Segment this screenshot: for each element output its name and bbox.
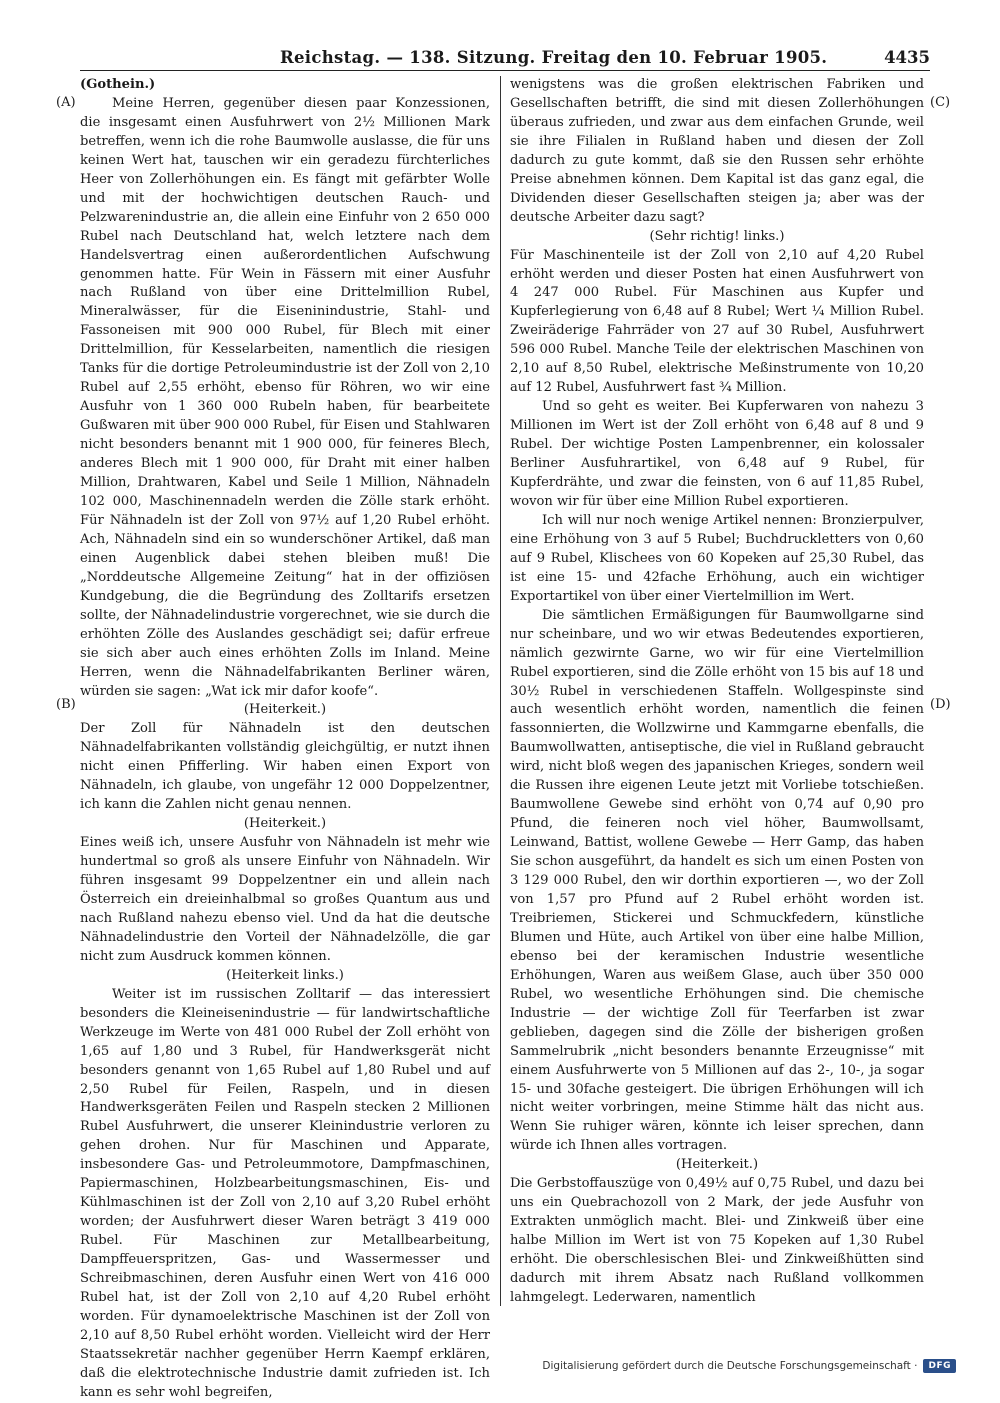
interjection: (Heiterkeit links.) bbox=[226, 967, 344, 983]
interjection: (Heiterkeit.) bbox=[243, 702, 327, 718]
paragraph: Weiter ist im russischen Zolltarif — das interessiert besonders die Kleineisenindustrie — für landwirtschaftliche Werkzeuge im Werte von 481 000 Rubel der Zoll erhöht von 1,65 auf 1,80 und 3 Rubel, für Handwerksgerät nicht besonders genannt von 1,65 Rubel auf 1,80 Rubel und auf 2,50 Rubel für Feilen, Raspeln, und in diesen Handwerksgeräten Feilen und Raspeln stecken 2 Millionen Rubel Ausfuhrwert, die unserer Kleinindustrie verloren zu gehen drohen. Nur für Maschinen und Apparate, insbesondere Gas- und Petroleummotore, Dampfmaschinen, Papiermaschinen, Holzbearbeitungsmaschinen, Eis- und Kühlmaschinen ist der Zoll von 2,10 auf 3,20 Rubel erhöht worden; der Ausfuhrwert dieser Waren beträgt 3 419 000 Rubel. Für Maschinen zur Metallbearbeitung, Dampffeuerspritzen, Gas- und Wassermesser und Schreibmaschinen, deren Ausfuhr einen Wert von 416 000 Rubel hat, ist der Zoll von 2,10 auf 4,20 Rubel erhöht worden. Für dynamoelektrische Maschinen ist der Zoll von 2,10 auf 8,50 Rubel erhöht worden. Vielleicht wird der Herr Staatssekretär nachher gegenüber Herrn Kaempf erklären, daß die elektrotechnische Industrie damit zufrieden ist. Ich kann es sehr wohl begreifen, bbox=[80, 986, 490, 1400]
header-title: Reichstag. — 138. Sitzung. Freitag den 10. Februar 1905. bbox=[280, 48, 828, 67]
paragraph: Die sämtlichen Ermäßigungen für Baumwollgarne sind nur scheinbare, und wo wir etwas Bedeutendes exportieren, nämlich gezwirnte Garne, wo wir für eine Viertelmillion Rubel exportieren, sind die Zölle erhöht von 15 bis auf 18 und 30½ Rubel in verschiedenen Staffeln. Wollgespinste sind auch wesentlich erhöht worden, namentlich die feinen fassonnierten, die Wollzwirne und Kammgarne ebenfalls, die Baumwollwatten, antiseptische, die viel in Rußland gebraucht wird, nicht bloß wegen des japanischen Krieges, sondern weil die Russen ihre eigenen Leute jetzt mit Vorliebe totschießen. Baumwollene Gewebe sind erhöht von 0,74 auf 0,90 pro Pfund, die feineren noch viel höher, Baumwollsamt, Leinwand, Battist, wollene Gewebe — Herr Gamp, das haben Sie schon ausgeführt, da handelt es sich um einen Posten von 3 129 000 Rubel, den wir dorthin exportieren —, wo der Zoll von 1,57 pro Pfund auf 2 Rubel erhöht worden ist. Treibriemen, Stickerei und Schmuckfedern, künstliche Blumen und Hüte, auch Artikel von über eine halbe Million, ebenso bei der keramischen Industrie wesentliche Erhöhungen, Waren aus weißem Glase, auch über 350 000 Rubel, wo wesentliche Erhöhungen sind. Die chemische Industrie — der wichtige Zoll für Teerfarben ist zwar geblieben, dagegen sind die Zölle der bisherigen großen Sammelrubrik „nicht besonders benannte Erzeugnisse“ mit einem Ausfuhrwerte von 5 Millionen auf das 2-, 10-, ja sogar 15- und 30fache gesteigert. Die übrigen Erhöhungen will ich nicht weiter vorbringen, meine Stimme hält das nicht aus. Wenn Sie ruhiger wären, könnte ich leiser sprechen, dann würde ich Ihnen alles vortragen. bbox=[510, 607, 924, 1154]
header-rule bbox=[80, 70, 930, 71]
interjection: (Heiterkeit.) bbox=[243, 816, 327, 832]
margin-mark-c: (C) bbox=[930, 95, 951, 110]
interjection: (Heiterkeit.) bbox=[675, 1157, 759, 1173]
footer bbox=[542, 1359, 956, 1373]
paragraph: Meine Herren, gegenüber diesen paar Konzessionen, die insgesamt einen Ausfuhrwert von 2½ Millionen Mark betreffen, wenn ich die rohe Baumwolle auslasse, die für uns keinen Wert hat, tauschen wir ein geradezu fürchterliches Heer von Zollerhöhungen ein. Es fängt mit gefärbter Wolle und mit der hochwichtigen deutschen Rauch- und Pelzwarenindustrie an, die allein eine Einfuhr von 2 650 000 Rubel nach Deutschland hat, welch letztere nach dem Handelsvertrag einen außerordentlichen Aufschwung genommen hatte. Für Wein in Fässern mit einer Ausfuhr nach Rußland von über eine Drittelmillion Rubel, Mineralwässer, für die Eiseninindustrie, Stahl- und Fassoneisen mit 900 000 Rubel, für Blech mit einer Drittelmillion, für Kesselarbeiten, namentlich die riesigen Tanks für die dortige Petroleumindustrie ist der Zoll von 2,10 Rubel auf 2,55 erhöht, ebenso für Röhren, wo wir eine Ausfuhr von 1 360 000 Rubeln haben, für bearbeitete Gußwaren mit über 900 000 Rubel, für Eisen und Stahlwaren nicht besonders benannt mit 1 900 000, für feineres Blech, anderes Blech mit 1 900 000, für Draht mit einer halben Million, Drahtwaren, Kabel und Seile 1 Million, Nähnadeln 102 000, Maschinennadeln werden die Zölle stark erhöht. Für Nähnadeln ist der Zoll von 97½ auf 1,20 Rubel erhöht. Ach, Nähnadeln sind ein so wunderschöner Artikel, daß man einen Augenblick dabei stehen bleiben muß! Die „Norddeutsche Allgemeine Zeitung“ hat in der offiziösen Kundgebung, die die Begründung des Zolltarifs ersetzen sollte, der Nähnadelindustrie vorgerechnet, wie sie durch die erhöhten Zölle des Auslandes geschädigt sei; dafür erfreue sie sich aber auch eines erhöhten Zolls im Inland. Meine Herren, wenn die Nähnadelfabrikanten Berliner wären, würden sie sagen: „Wat ick mir dafor koofe“. bbox=[80, 95, 490, 699]
paragraph: Und so geht es weiter. Bei Kupferwaren von nahezu 3 Millionen im Wert ist der Zoll erhöht von 6,48 auf 8 und 9 Rubel. Der wichtige Posten Lampenbrenner, ein kolossaler Berliner Ausfuhrartikel, von 6,48 auf 9 Rubel, für Kupferdrähte, und zwar die feinsten, von 6 auf 11,85 Rubel, wovon wir für über eine Million Rubel exportieren. bbox=[510, 399, 924, 509]
margin-mark-a: (A) bbox=[56, 95, 76, 110]
paragraph: Ich will nur noch wenige Artikel nennen: Bronzierpulver, eine Erhöhung von 3 auf 5 Rubel; Buchdruckletters von 0,60 auf 9 Rubel, Klischees von 60 Kopeken auf 25,30 Rubel, das ist eine 15- und 42fache Erhöhung, auch ein wichtiger Exportartikel von über einer Viertelmillion im Wert. bbox=[510, 512, 924, 604]
page-number: 4435 bbox=[884, 48, 930, 67]
column-divider bbox=[500, 76, 501, 1306]
paragraph: wenigstens was die großen elektrischen Fabriken und Gesellschaften betrifft, die sind mit diesen Zollerhöhungen überaus zufrieden, und zwar aus dem einfachen Grunde, weil sie ihre Filialen in Rußland haben und diesen der Zoll dadurch zu gute kommt, daß sie den Russen sehr erhöhte Preise abnehmen können. Dem Kapital ist das ganz egal, die Dividenden dieser Gesellschaften steigen ja; aber was der deutsche Arbeiter dazu sagt? bbox=[510, 77, 924, 225]
paragraph: Der Zoll für Nähnadeln ist den deutschen Nähnadelfabrikanten vollständig gleichgültig, er nutzt ihnen nicht einen Pfifferling. Wir haben einen Export von Nähnadeln, ich glaube, von ungefähr 12 000 Doppelzentner, ich kann die Zahlen nicht genau nennen. bbox=[80, 721, 490, 813]
footer-credit: Digitalisierung gefördert durch die Deutsche Forschungsgemeinschaft · bbox=[542, 1360, 918, 1372]
margin-mark-d: (D) bbox=[930, 697, 951, 712]
right-column bbox=[510, 76, 924, 1308]
paragraph: Für Maschinenteile ist der Zoll von 2,10 auf 4,20 Rubel erhöht werden und dieser Posten hat einen Ausfuhrwert von 4 247 000 Rubel. Für Maschinen aus Kupfer und Kupferlegierung von 6,48 auf 8 Rubel; Wert ¼ Million Rubel. Zweiräderige Fahrräder von 27 auf 30 Rubel, Ausfuhrwert 596 000 Rubel. Manche Teile der elektrischen Maschinen von 2,10 auf 8,50 Rubel, elektrische Meßinstrumente von 10,20 auf 12 Rubel, Ausfuhrwert fast ¾ Million. bbox=[510, 247, 924, 396]
paragraph: Die Gerbstoffauszüge von 0,49½ auf 0,75 Rubel, und dazu bei uns ein Quebrachozoll von 2 Mark, der jede Ausfuhr von Extrakten unmöglich macht. Blei- und Zinkweiß über eine halbe Million im Wert ist von 75 Kopeken auf 1,30 Rubel erhöht. Die oberschlesischen Blei- und Zinkweißhütten sind dadurch mit ihrem Absatz nach Rußland vollkommen lahmgelegt. Lederwaren, namentlich bbox=[510, 1176, 924, 1305]
margin-mark-b: (B) bbox=[56, 697, 76, 712]
left-column bbox=[80, 76, 490, 1403]
paragraph: Eines weiß ich, unsere Ausfuhr von Nähnadeln ist mehr wie hundertmal so groß als unsere Einfuhr von Nähnadeln. Wir führen insgesamt 99 Doppelzentner ein und allein nach Österreich ein dreieinhalbmal so großes Quantum aus und nach Rußland nahezu ebenso viel. Und da hat die deutsche Nähnadelindustrie den Vorteil der Nähnadelzölle, die gar nicht zum Ausdruck kommen können. bbox=[80, 835, 490, 964]
dfg-logo: DFG bbox=[923, 1359, 956, 1373]
interjection: (Sehr richtig! links.) bbox=[649, 228, 785, 244]
speaker-label: (Gothein.) bbox=[80, 77, 156, 92]
